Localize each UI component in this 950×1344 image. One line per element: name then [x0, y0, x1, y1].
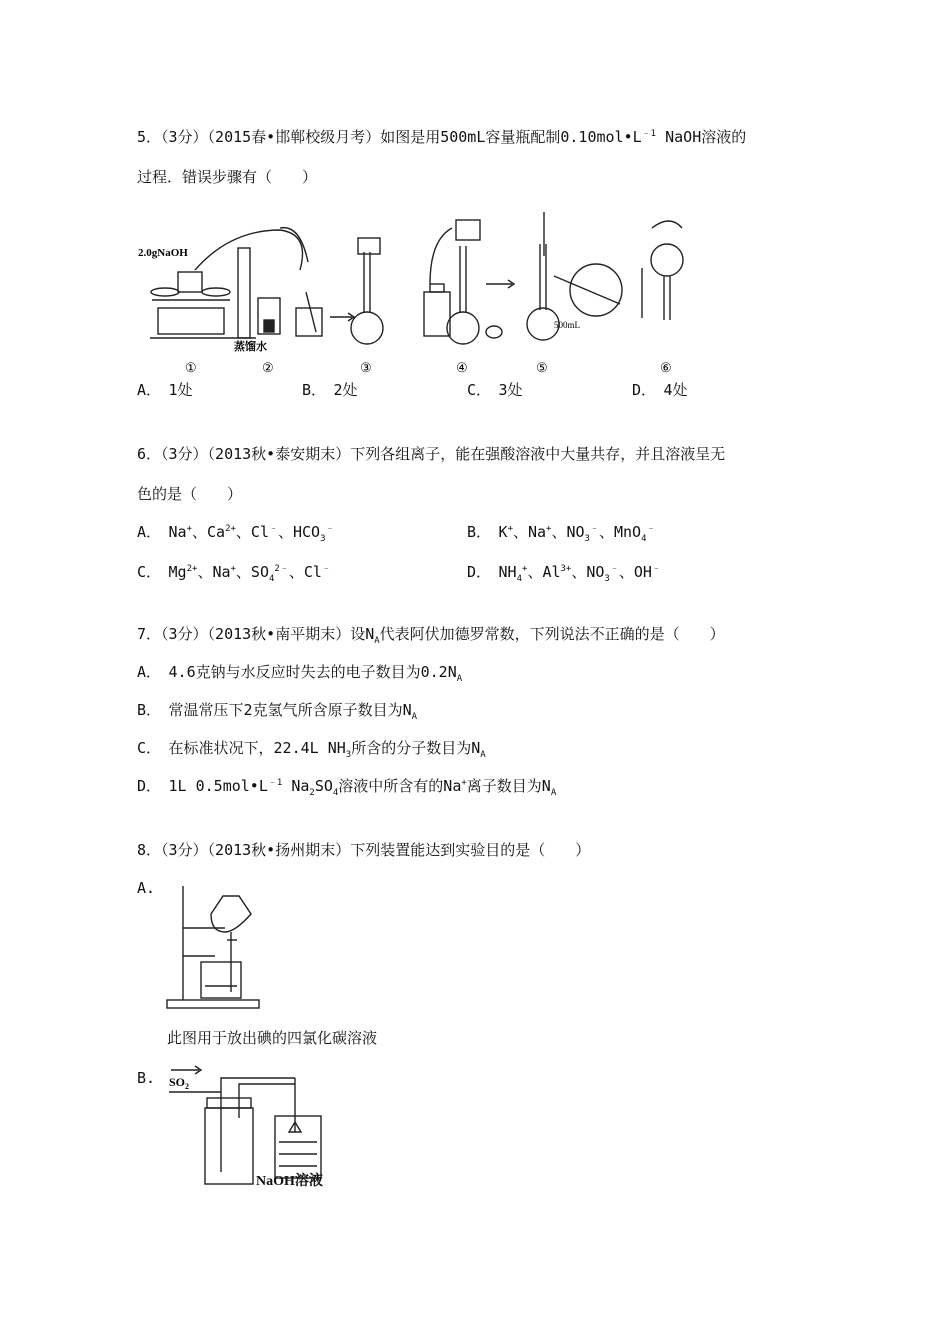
so2-label: $SO_2$ [169, 1075, 190, 1091]
q7-option-d: D． 1L $0.5mol•L^{﹣1}$ $Na_2SO_4$溶液中所含有的Na+离子数目为$N_A$ [137, 777, 557, 798]
step-6: ⑥ [660, 360, 672, 375]
step-5: ⑤ [536, 360, 548, 375]
step-2: ② [262, 360, 274, 375]
q8-option-a-label: A. [137, 879, 156, 897]
q6-stem-line1: 6．（3分）（2013秋•泰安期末）下列各组离子，能在强酸溶液中大量共存，并且溶液呈无 [137, 445, 726, 463]
q7-option-b: B． 常温常压下2克氢气所含原子数目为$N_A$ [137, 701, 418, 722]
step-3: ③ [360, 360, 372, 375]
q6-option-c: C． $Mg^{2+}$、Na+、$SO_4^{2﹣}$、Cl﹣ [137, 563, 331, 584]
naoh-solution-label: NaOH溶液 [256, 1174, 323, 1189]
q5-figure [130, 200, 690, 378]
step-1: ① [185, 360, 197, 375]
q5-stem-line1: 5．（3分）（2015春•邯郸校级月考）如图是用500mL容量瓶配制$0.10mol•L^{﹣1}$ NaOH溶液的 [137, 128, 747, 146]
q8-option-b-label: B. [137, 1069, 156, 1087]
q8-figure-a [165, 882, 265, 1012]
flask-volume-label: 500mL [554, 320, 580, 330]
step-4: ④ [456, 360, 468, 375]
q7-option-c: C． 在标准状况下，22.4L $NH_3$所含的分子数目为$N_A$ [137, 739, 486, 760]
q8-option-a-caption: 此图用于放出碘的四氯化碳溶液 [167, 1029, 378, 1047]
balance-label: 2.0gNaOH [138, 247, 188, 259]
q5-option-c: C． 3处 [467, 381, 523, 399]
q8-stem: 8．（3分）（2013秋•扬州期末）下列装置能达到实验目的是（ ） [137, 841, 591, 859]
q6-stem-line2: 色的是（ ） [137, 485, 243, 503]
q6-option-a: A． Na+、$Ca^{2+}$、Cl﹣、$HCO_3^﹣$ [137, 523, 335, 544]
q5-stem-line2: 过程．错误步骤有（ ） [137, 168, 318, 186]
q6-option-b: B． K+、Na+、$NO_3^﹣$、MnO$_4$﹣ [467, 523, 656, 544]
q7-option-a: A． 4.6克钠与水反应时失去的电子数目为$0.2N_A$ [137, 663, 463, 684]
q5-option-a: A． 1处 [137, 381, 193, 399]
q6-option-d: D． $NH_4^+$、$Al^{3+}$、$NO_3^﹣$、OH﹣ [467, 563, 661, 584]
water-label: 蒸馏水 [234, 341, 267, 353]
q5-option-b: B． 2处 [302, 381, 358, 399]
q7-stem: 7．（3分）（2013秋•南平期末）设$N_A$代表阿伏加德罗常数，下列说法不正确的是（ ） [137, 625, 725, 646]
q5-option-d: D． 4处 [632, 381, 688, 399]
